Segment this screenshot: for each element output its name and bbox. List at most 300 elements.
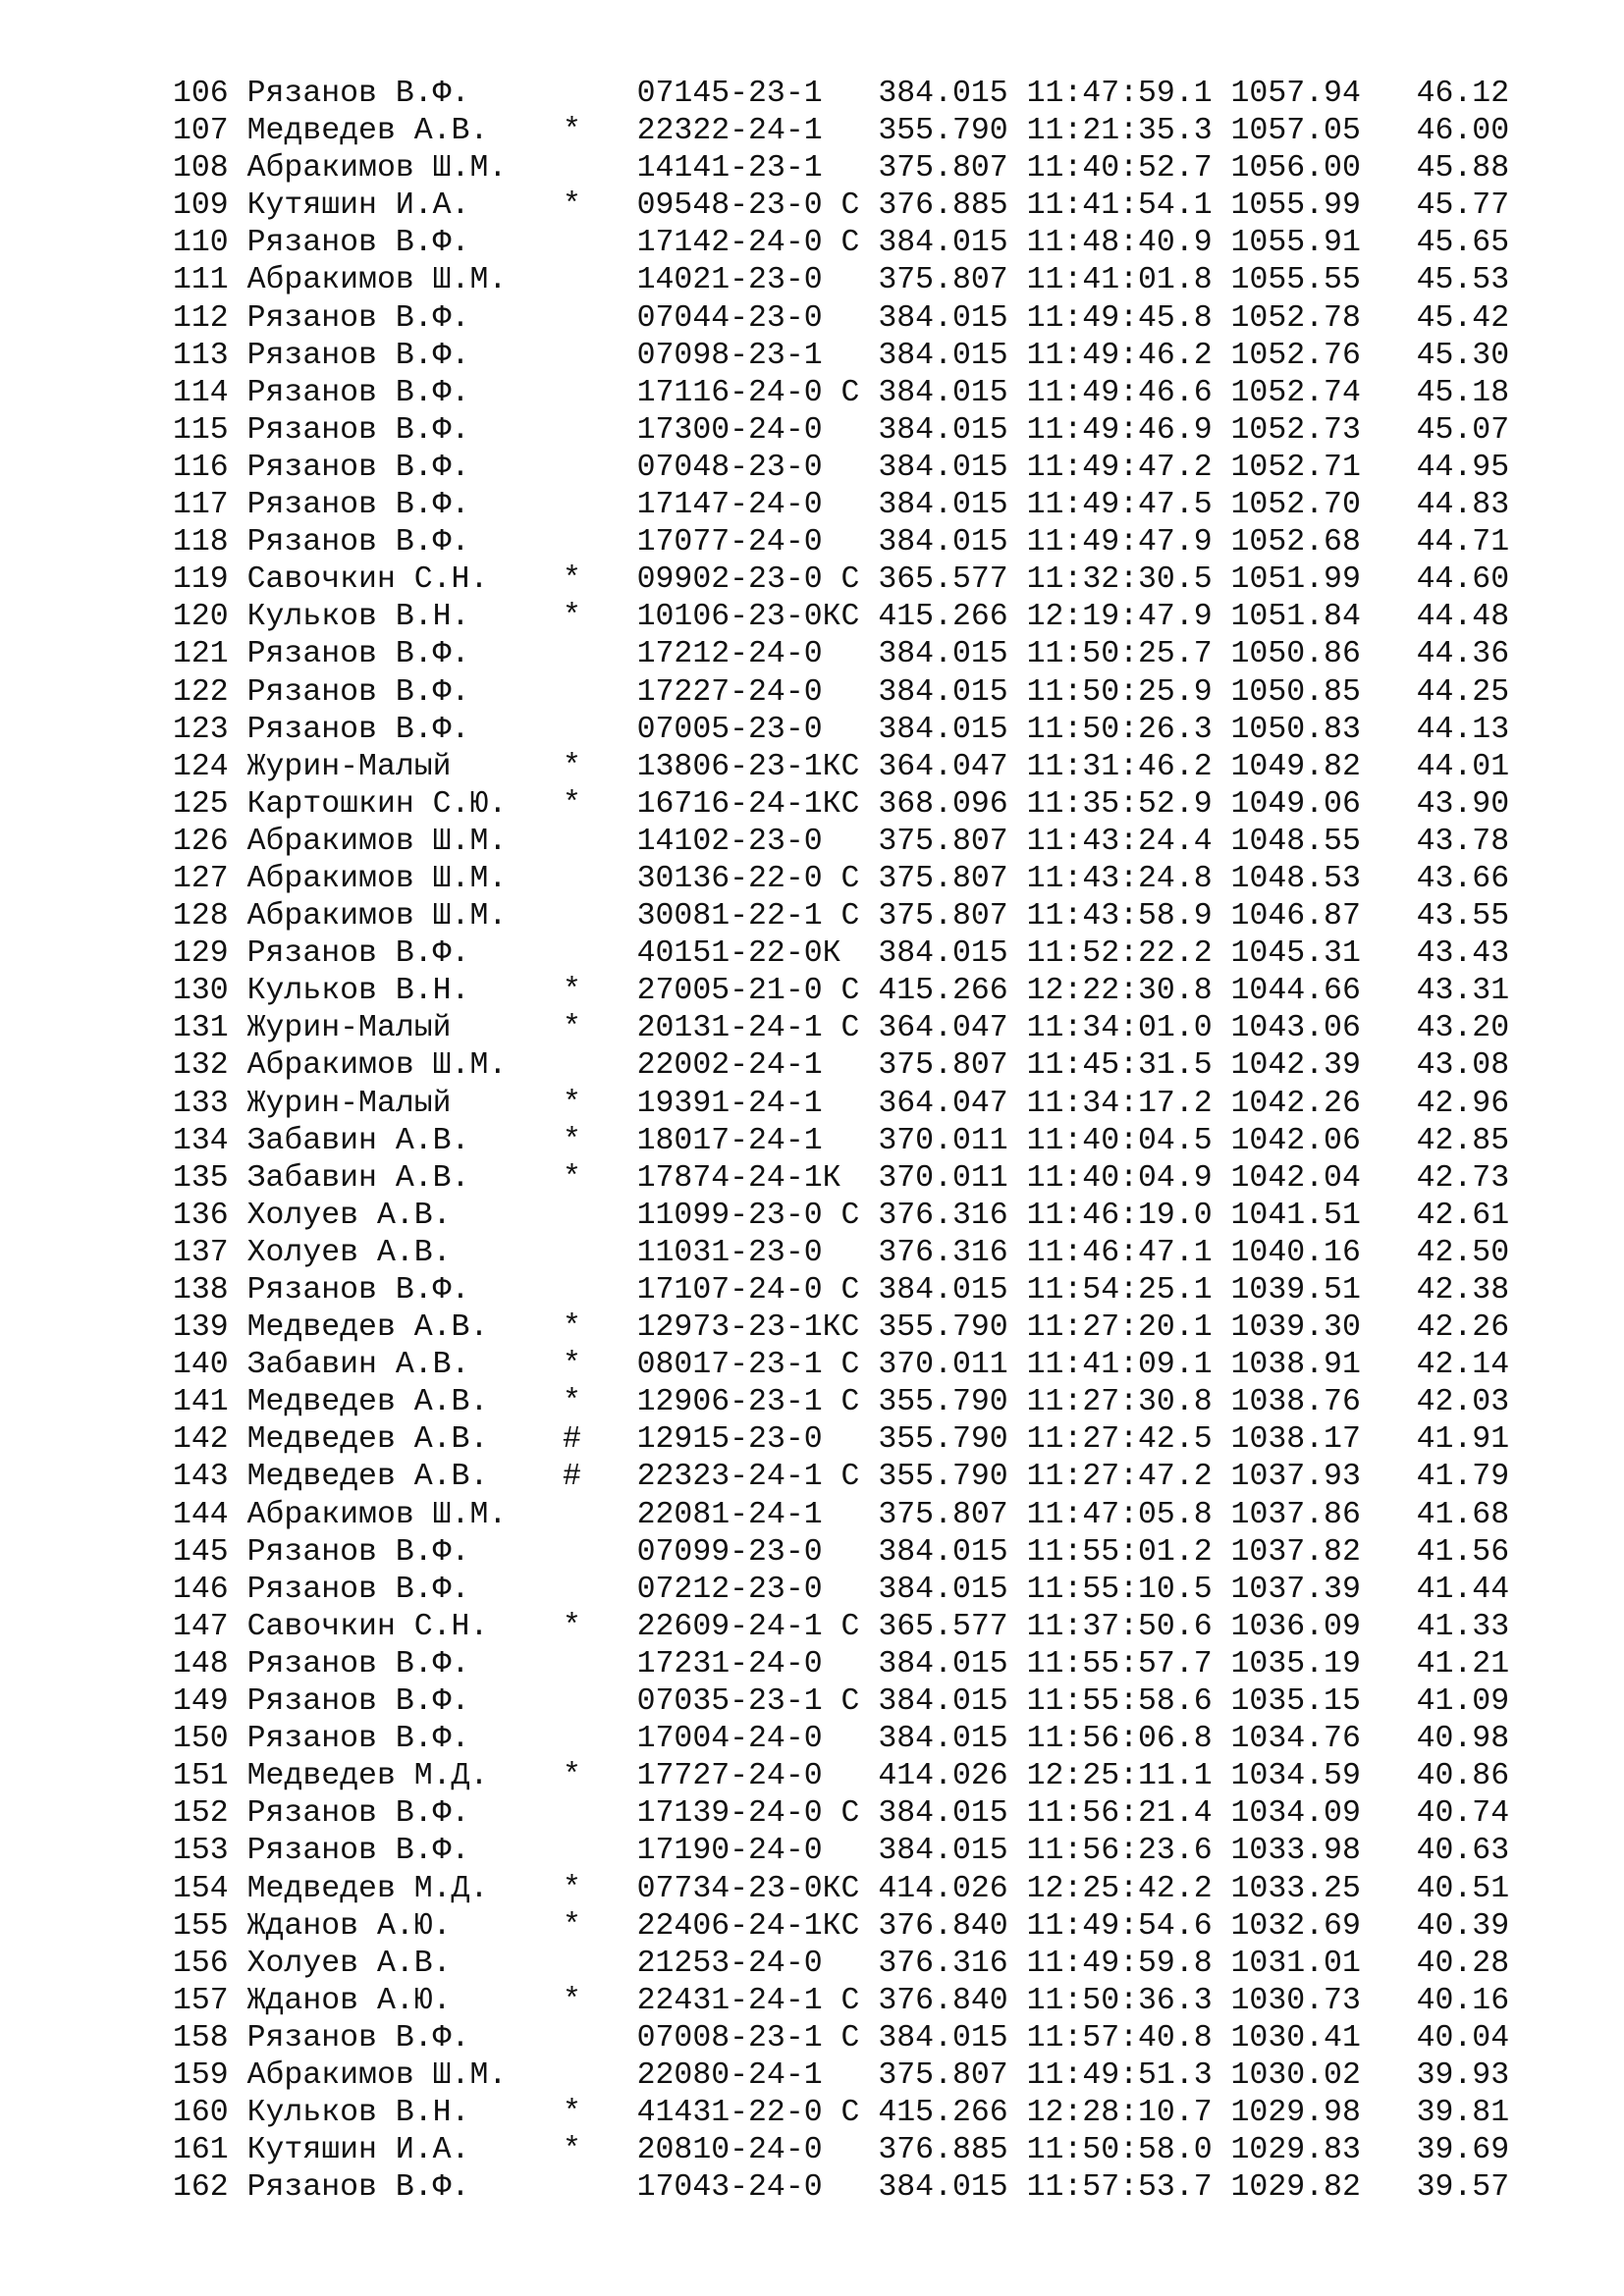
result-row: [173, 225, 1509, 262]
place-number: 135: [173, 1160, 229, 1196]
ring-number: 17077-24-0: [636, 525, 823, 561]
arrival-time: 12:28:10.7: [1026, 2096, 1213, 2131]
distance-km: 375.807: [878, 1048, 1008, 1084]
speed-value: 1055.99: [1230, 188, 1361, 224]
ring-number: 30081-22-1: [636, 899, 823, 934]
entry-mark: *: [563, 1385, 581, 1420]
fancier-name: Рязанов В.Ф.: [246, 375, 470, 410]
result-row: [173, 973, 1509, 1010]
fancier-name: Медведев А.В.: [246, 1422, 489, 1458]
score-points: 42.50: [1416, 1235, 1510, 1270]
result-row: [173, 1123, 1509, 1160]
fancier-name: Рязанов В.Ф.: [246, 1834, 470, 1869]
speed-value: 1050.86: [1230, 637, 1361, 672]
arrival-time: 11:43:24.8: [1026, 861, 1213, 896]
score-points: 44.71: [1416, 525, 1510, 561]
arrival-time: 12:22:30.8: [1026, 974, 1213, 1009]
fancier-name: Рязанов В.Ф.: [246, 2020, 470, 2056]
fancier-name: Абракимов Ш.М.: [246, 824, 508, 859]
distance-km: 414.026: [878, 1759, 1008, 1794]
place-number: 149: [173, 1684, 229, 1720]
score-points: 39.81: [1416, 2096, 1510, 2131]
ring-number: 22406-24-1: [636, 1908, 823, 1944]
speed-value: 1038.17: [1230, 1422, 1361, 1458]
speed-value: 1055.91: [1230, 226, 1361, 261]
ring-number: 09548-23-0: [636, 188, 823, 224]
result-row: [173, 1160, 1509, 1198]
place-number: 108: [173, 151, 229, 187]
place-number: 144: [173, 1497, 229, 1532]
speed-value: 1042.04: [1230, 1160, 1361, 1196]
distance-km: 384.015: [878, 1684, 1008, 1720]
result-row: [173, 1983, 1509, 2020]
arrival-time: 11:49:47.2: [1026, 450, 1213, 485]
fancier-name: Рязанов В.Ф.: [246, 1796, 470, 1832]
score-points: 45.07: [1416, 412, 1510, 448]
distance-km: 368.096: [878, 786, 1008, 822]
distance-km: 375.807: [878, 1497, 1008, 1532]
place-number: 156: [173, 1946, 229, 1981]
entry-mark: *: [563, 1609, 581, 1644]
entry-mark: #: [563, 1422, 581, 1458]
ring-number: 07048-23-0: [636, 450, 823, 485]
arrival-time: 11:27:47.2: [1026, 1460, 1213, 1495]
arrival-time: 11:49:46.9: [1026, 412, 1213, 448]
score-points: 45.88: [1416, 151, 1510, 187]
arrival-time: 11:41:09.1: [1026, 1348, 1213, 1383]
distance-km: 384.015: [878, 300, 1008, 336]
ring-number: 07145-23-1: [636, 77, 823, 111]
speed-value: 1048.55: [1230, 824, 1361, 859]
result-row: [173, 2169, 1509, 2207]
speed-value: 1052.76: [1230, 338, 1361, 373]
arrival-time: 11:49:51.3: [1026, 2057, 1213, 2093]
speed-value: 1033.25: [1230, 1871, 1361, 1906]
fancier-name: Рязанов В.Ф.: [246, 77, 470, 111]
place-number: 131: [173, 1011, 229, 1046]
ring-number: 30136-22-0: [636, 861, 823, 896]
ring-number: 22323-24-1: [636, 1460, 823, 1495]
speed-value: 1052.70: [1230, 488, 1361, 523]
arrival-time: 11:27:20.1: [1026, 1310, 1213, 1346]
place-number: 122: [173, 674, 229, 710]
ring-flag: С: [822, 1011, 860, 1046]
arrival-time: 11:41:54.1: [1026, 188, 1213, 224]
distance-km: 384.015: [878, 412, 1008, 448]
fancier-name: Жданов А.Ю.: [246, 1908, 452, 1944]
score-points: 42.61: [1416, 1198, 1510, 1233]
speed-value: 1037.86: [1230, 1497, 1361, 1532]
arrival-time: 11:50:58.0: [1026, 2133, 1213, 2168]
score-points: 41.79: [1416, 1460, 1510, 1495]
score-points: 40.04: [1416, 2020, 1510, 2056]
arrival-time: 11:43:24.4: [1026, 824, 1213, 859]
place-number: 160: [173, 2096, 229, 2131]
distance-km: 376.316: [878, 1946, 1008, 1981]
result-row: [173, 1758, 1509, 1795]
result-row: [173, 300, 1509, 338]
entry-mark: *: [563, 1871, 581, 1906]
entry-mark: *: [562, 1348, 581, 1383]
arrival-time: 11:56:21.4: [1026, 1796, 1213, 1832]
place-number: 109: [173, 188, 229, 224]
place-number: 136: [173, 1198, 229, 1233]
place-number: 148: [173, 1646, 229, 1682]
arrival-time: 11:55:10.5: [1026, 1572, 1213, 1607]
place-number: 153: [173, 1834, 229, 1869]
speed-value: 1051.84: [1230, 600, 1361, 635]
ring-flag: КС: [822, 1908, 860, 1944]
score-points: 39.93: [1416, 2057, 1510, 2093]
score-points: 39.69: [1416, 2133, 1510, 2168]
speed-value: 1034.59: [1230, 1759, 1361, 1794]
place-number: 152: [173, 1796, 229, 1832]
speed-value: 1044.66: [1230, 974, 1361, 1009]
place-number: 132: [173, 1048, 229, 1084]
distance-km: 375.807: [878, 2057, 1008, 2093]
distance-km: 375.807: [878, 899, 1008, 934]
ring-number: 11031-23-0: [636, 1235, 823, 1270]
place-number: 145: [173, 1534, 229, 1570]
arrival-time: 11:35:52.9: [1026, 786, 1213, 822]
place-number: 121: [173, 637, 229, 672]
speed-value: 1057.05: [1230, 114, 1361, 149]
distance-km: 384.015: [878, 338, 1008, 373]
ring-flag: С: [822, 2020, 860, 2056]
place-number: 157: [173, 1983, 229, 2018]
result-row: [173, 1534, 1509, 1572]
place-number: 126: [173, 824, 229, 859]
place-number: 158: [173, 2020, 229, 2056]
speed-value: 1034.09: [1230, 1796, 1361, 1832]
result-row: [173, 262, 1509, 299]
entry-mark: *: [563, 562, 581, 598]
place-number: 110: [173, 226, 229, 261]
place-number: 162: [173, 2170, 229, 2206]
result-row: [173, 1871, 1509, 1908]
distance-km: 365.577: [878, 562, 1008, 598]
score-points: 46.00: [1416, 114, 1510, 149]
ring-flag: КС: [822, 1310, 860, 1346]
fancier-name: Савочкин С.Н.: [246, 562, 489, 598]
speed-value: 1057.94: [1230, 77, 1361, 111]
distance-km: 370.011: [878, 1160, 1008, 1196]
entry-mark: *: [563, 114, 581, 149]
place-number: 124: [173, 749, 229, 784]
place-number: 151: [173, 1759, 229, 1794]
fancier-name: Абракимов Ш.М.: [246, 861, 508, 896]
place-number: 112: [173, 300, 229, 336]
speed-value: 1030.41: [1230, 2020, 1361, 2056]
place-number: 129: [173, 936, 229, 972]
ring-number: 07035-23-1: [636, 1684, 823, 1720]
ring-number: 17231-24-0: [636, 1646, 823, 1682]
result-row: [173, 2132, 1509, 2169]
ring-flag: С: [822, 1385, 860, 1420]
distance-km: 384.015: [878, 2170, 1008, 2206]
arrival-time: 11:54:25.1: [1026, 1273, 1213, 1308]
result-row: [173, 1459, 1509, 1496]
ring-number: 07099-23-0: [636, 1534, 823, 1570]
ring-number: 07005-23-0: [636, 712, 823, 747]
score-points: 40.28: [1416, 1946, 1510, 1981]
entry-mark: *: [562, 749, 581, 784]
ring-number: 17727-24-0: [636, 1759, 823, 1794]
place-number: 128: [173, 899, 229, 934]
place-number: 137: [173, 1235, 229, 1270]
score-points: 40.16: [1416, 1983, 1510, 2018]
place-number: 139: [173, 1310, 229, 1346]
ring-flag: С: [822, 1684, 860, 1720]
arrival-time: 11:55:57.7: [1026, 1646, 1213, 1682]
arrival-time: 11:49:54.6: [1026, 1908, 1213, 1944]
distance-km: 415.266: [878, 2096, 1008, 2131]
fancier-name: Жданов А.Ю.: [246, 1983, 452, 2018]
fancier-name: Кульков В.Н.: [246, 600, 470, 635]
ring-flag: К: [822, 1160, 841, 1196]
place-number: 119: [173, 562, 229, 598]
distance-km: 355.790: [878, 1422, 1008, 1458]
score-points: 45.18: [1416, 375, 1510, 410]
entry-mark: *: [562, 2133, 581, 2168]
ring-number: 13806-23-1: [636, 749, 823, 784]
distance-km: 370.011: [878, 1348, 1008, 1383]
speed-value: 1029.82: [1230, 2170, 1361, 2206]
fancier-name: Рязанов В.Ф.: [246, 1534, 470, 1570]
result-row: [173, 786, 1509, 824]
speed-value: 1045.31: [1230, 936, 1361, 972]
place-number: 111: [173, 263, 229, 298]
ring-number: 22002-24-1: [636, 1048, 823, 1084]
place-number: 130: [173, 974, 229, 1009]
score-points: 40.63: [1416, 1834, 1510, 1869]
ring-number: 07212-23-0: [636, 1572, 823, 1607]
score-points: 45.65: [1416, 226, 1510, 261]
score-points: 40.98: [1416, 1722, 1510, 1757]
place-number: 143: [173, 1460, 229, 1495]
result-row: [173, 599, 1509, 636]
result-row: [173, 935, 1509, 973]
place-number: 159: [173, 2057, 229, 2093]
result-row: [173, 1047, 1509, 1085]
speed-value: 1051.99: [1230, 562, 1361, 598]
fancier-name: Рязанов В.Ф.: [246, 1572, 470, 1607]
fancier-name: Абракимов Ш.М.: [246, 1497, 508, 1532]
ring-number: 27005-21-0: [636, 974, 823, 1009]
arrival-time: 11:47:05.8: [1026, 1497, 1213, 1532]
ring-number: 17139-24-0: [636, 1796, 823, 1832]
place-number: 147: [173, 1609, 229, 1644]
ring-number: 11099-23-0: [636, 1198, 823, 1233]
ring-number: 17190-24-0: [636, 1834, 823, 1869]
entry-mark: *: [562, 1123, 581, 1158]
ring-flag: С: [822, 861, 860, 896]
ring-flag: С: [822, 1460, 860, 1495]
fancier-name: Холуев А.В.: [246, 1946, 452, 1981]
ring-number: 20810-24-0: [636, 2133, 823, 2168]
result-row: [173, 487, 1509, 524]
distance-km: 384.015: [878, 1646, 1008, 1682]
fancier-name: Картошкин С.Ю.: [246, 786, 508, 822]
entry-mark: *: [563, 786, 581, 822]
result-row: [173, 636, 1509, 673]
score-points: 41.21: [1416, 1646, 1510, 1682]
score-points: 40.86: [1416, 1759, 1510, 1794]
fancier-name: Рязанов В.Ф.: [246, 488, 470, 523]
speed-value: 1031.01: [1230, 1946, 1361, 1981]
result-row: [173, 2020, 1509, 2057]
speed-value: 1038.91: [1230, 1348, 1361, 1383]
arrival-time: 11:46:47.1: [1026, 1235, 1213, 1270]
score-points: 42.14: [1416, 1348, 1510, 1383]
place-number: 133: [173, 1086, 229, 1121]
distance-km: 376.885: [878, 188, 1008, 224]
fancier-name: Журин-Малый: [246, 1011, 452, 1046]
arrival-time: 11:57:40.8: [1026, 2020, 1213, 2056]
result-row: [173, 1833, 1509, 1870]
distance-km: 355.790: [878, 1310, 1008, 1346]
score-points: 42.26: [1416, 1310, 1510, 1346]
ring-number: 09902-23-0: [636, 562, 823, 598]
result-row: [173, 375, 1509, 412]
distance-km: 415.266: [878, 600, 1008, 635]
speed-value: 1043.06: [1230, 1011, 1361, 1046]
arrival-time: 11:43:58.9: [1026, 899, 1213, 934]
result-row: [173, 1010, 1509, 1047]
entry-mark: *: [562, 974, 581, 1009]
place-number: 161: [173, 2133, 229, 2168]
fancier-name: Забавин А.В.: [246, 1123, 470, 1158]
speed-value: 1050.85: [1230, 674, 1361, 710]
ring-number: 20131-24-1: [636, 1011, 823, 1046]
ring-flag: С: [822, 375, 860, 410]
place-number: 123: [173, 712, 229, 747]
result-row: [173, 1384, 1509, 1421]
speed-value: 1050.83: [1230, 712, 1361, 747]
ring-number: 10106-23-0: [636, 600, 823, 635]
fancier-name: Рязанов В.Ф.: [246, 450, 470, 485]
score-points: 41.44: [1416, 1572, 1510, 1607]
score-points: 41.56: [1416, 1534, 1510, 1570]
ring-number: 17116-24-0: [636, 375, 823, 410]
speed-value: 1029.83: [1230, 2133, 1361, 2168]
place-number: 106: [173, 77, 229, 111]
distance-km: 376.840: [878, 1908, 1008, 1944]
ring-number: 12915-23-0: [636, 1422, 823, 1458]
result-row: [173, 412, 1509, 450]
ring-number: 07044-23-0: [636, 300, 823, 336]
place-number: 134: [173, 1123, 229, 1158]
speed-value: 1030.73: [1230, 1983, 1361, 2018]
result-row: [173, 150, 1509, 187]
speed-value: 1056.00: [1230, 151, 1361, 187]
score-points: 43.20: [1416, 1011, 1510, 1046]
fancier-name: Медведев А.В.: [246, 1460, 489, 1495]
score-points: 43.31: [1416, 974, 1510, 1009]
fancier-name: Кутяшин И.А.: [246, 188, 470, 224]
result-row: [173, 561, 1509, 599]
fancier-name: Савочкин С.Н.: [246, 1609, 489, 1644]
result-row: [173, 1309, 1509, 1347]
result-row: [173, 861, 1509, 898]
place-number: 154: [173, 1871, 229, 1906]
result-row: [173, 1198, 1509, 1235]
result-row: [173, 1946, 1509, 1983]
fancier-name: Кульков В.Н.: [246, 2096, 470, 2131]
distance-km: 375.807: [878, 824, 1008, 859]
fancier-name: Медведев А.В.: [246, 1310, 489, 1346]
arrival-time: 11:49:47.5: [1026, 488, 1213, 523]
fancier-name: Рязанов В.Ф.: [246, 1646, 470, 1682]
fancier-name: Медведев А.В.: [246, 114, 489, 149]
ring-number: 07098-23-1: [636, 338, 823, 373]
ring-flag: С: [822, 188, 860, 224]
ring-number: 22431-24-1: [636, 1983, 823, 2018]
ring-flag: С: [822, 974, 860, 1009]
result-row: [173, 1572, 1509, 1609]
distance-km: 414.026: [878, 1871, 1008, 1906]
ring-number: 18017-24-1: [636, 1123, 823, 1158]
result-row: [173, 898, 1509, 935]
speed-value: 1049.82: [1230, 749, 1361, 784]
result-row: [173, 674, 1509, 712]
ring-number: 12973-23-1: [636, 1310, 823, 1346]
ring-number: 17300-24-0: [636, 412, 823, 448]
speed-value: 1030.02: [1230, 2057, 1361, 2093]
score-points: 43.08: [1416, 1048, 1510, 1084]
speed-value: 1037.82: [1230, 1534, 1361, 1570]
distance-km: 384.015: [878, 712, 1008, 747]
score-points: 41.91: [1416, 1422, 1510, 1458]
ring-number: 21253-24-0: [636, 1946, 823, 1981]
arrival-time: 12:19:47.9: [1026, 600, 1213, 635]
result-row: [173, 1235, 1509, 1272]
score-points: 44.01: [1416, 749, 1510, 784]
arrival-time: 11:40:04.9: [1026, 1160, 1213, 1196]
speed-value: 1037.39: [1230, 1572, 1361, 1607]
entry-mark: *: [563, 1310, 581, 1346]
ring-number: 14141-23-1: [636, 151, 823, 187]
distance-km: 384.015: [878, 1273, 1008, 1308]
result-row: [173, 1497, 1509, 1534]
ring-flag: С: [822, 562, 860, 598]
fancier-name: Рязанов В.Ф.: [246, 637, 470, 672]
ring-number: 22081-24-1: [636, 1497, 823, 1532]
distance-km: 384.015: [878, 1796, 1008, 1832]
distance-km: 376.840: [878, 1983, 1008, 2018]
distance-km: 384.015: [878, 1534, 1008, 1570]
arrival-time: 12:25:11.1: [1026, 1759, 1213, 1794]
speed-value: 1035.19: [1230, 1646, 1361, 1682]
ring-number: 17874-24-1: [636, 1160, 823, 1196]
ring-flag: С: [822, 1983, 860, 2018]
fancier-name: Рязанов В.Ф.: [246, 674, 470, 710]
arrival-time: 11:49:59.8: [1026, 1946, 1213, 1981]
score-points: 42.85: [1416, 1123, 1510, 1158]
distance-km: 376.316: [878, 1198, 1008, 1233]
place-number: 115: [173, 412, 229, 448]
distance-km: 375.807: [878, 263, 1008, 298]
ring-number: 17004-24-0: [636, 1722, 823, 1757]
arrival-time: 11:49:45.8: [1026, 300, 1213, 336]
arrival-time: 11:40:04.5: [1026, 1123, 1213, 1158]
speed-value: 1035.15: [1230, 1684, 1361, 1720]
place-number: 114: [173, 375, 229, 410]
distance-km: 384.015: [878, 637, 1008, 672]
place-number: 107: [173, 114, 229, 149]
result-row: [173, 2095, 1509, 2132]
score-points: 45.42: [1416, 300, 1510, 336]
